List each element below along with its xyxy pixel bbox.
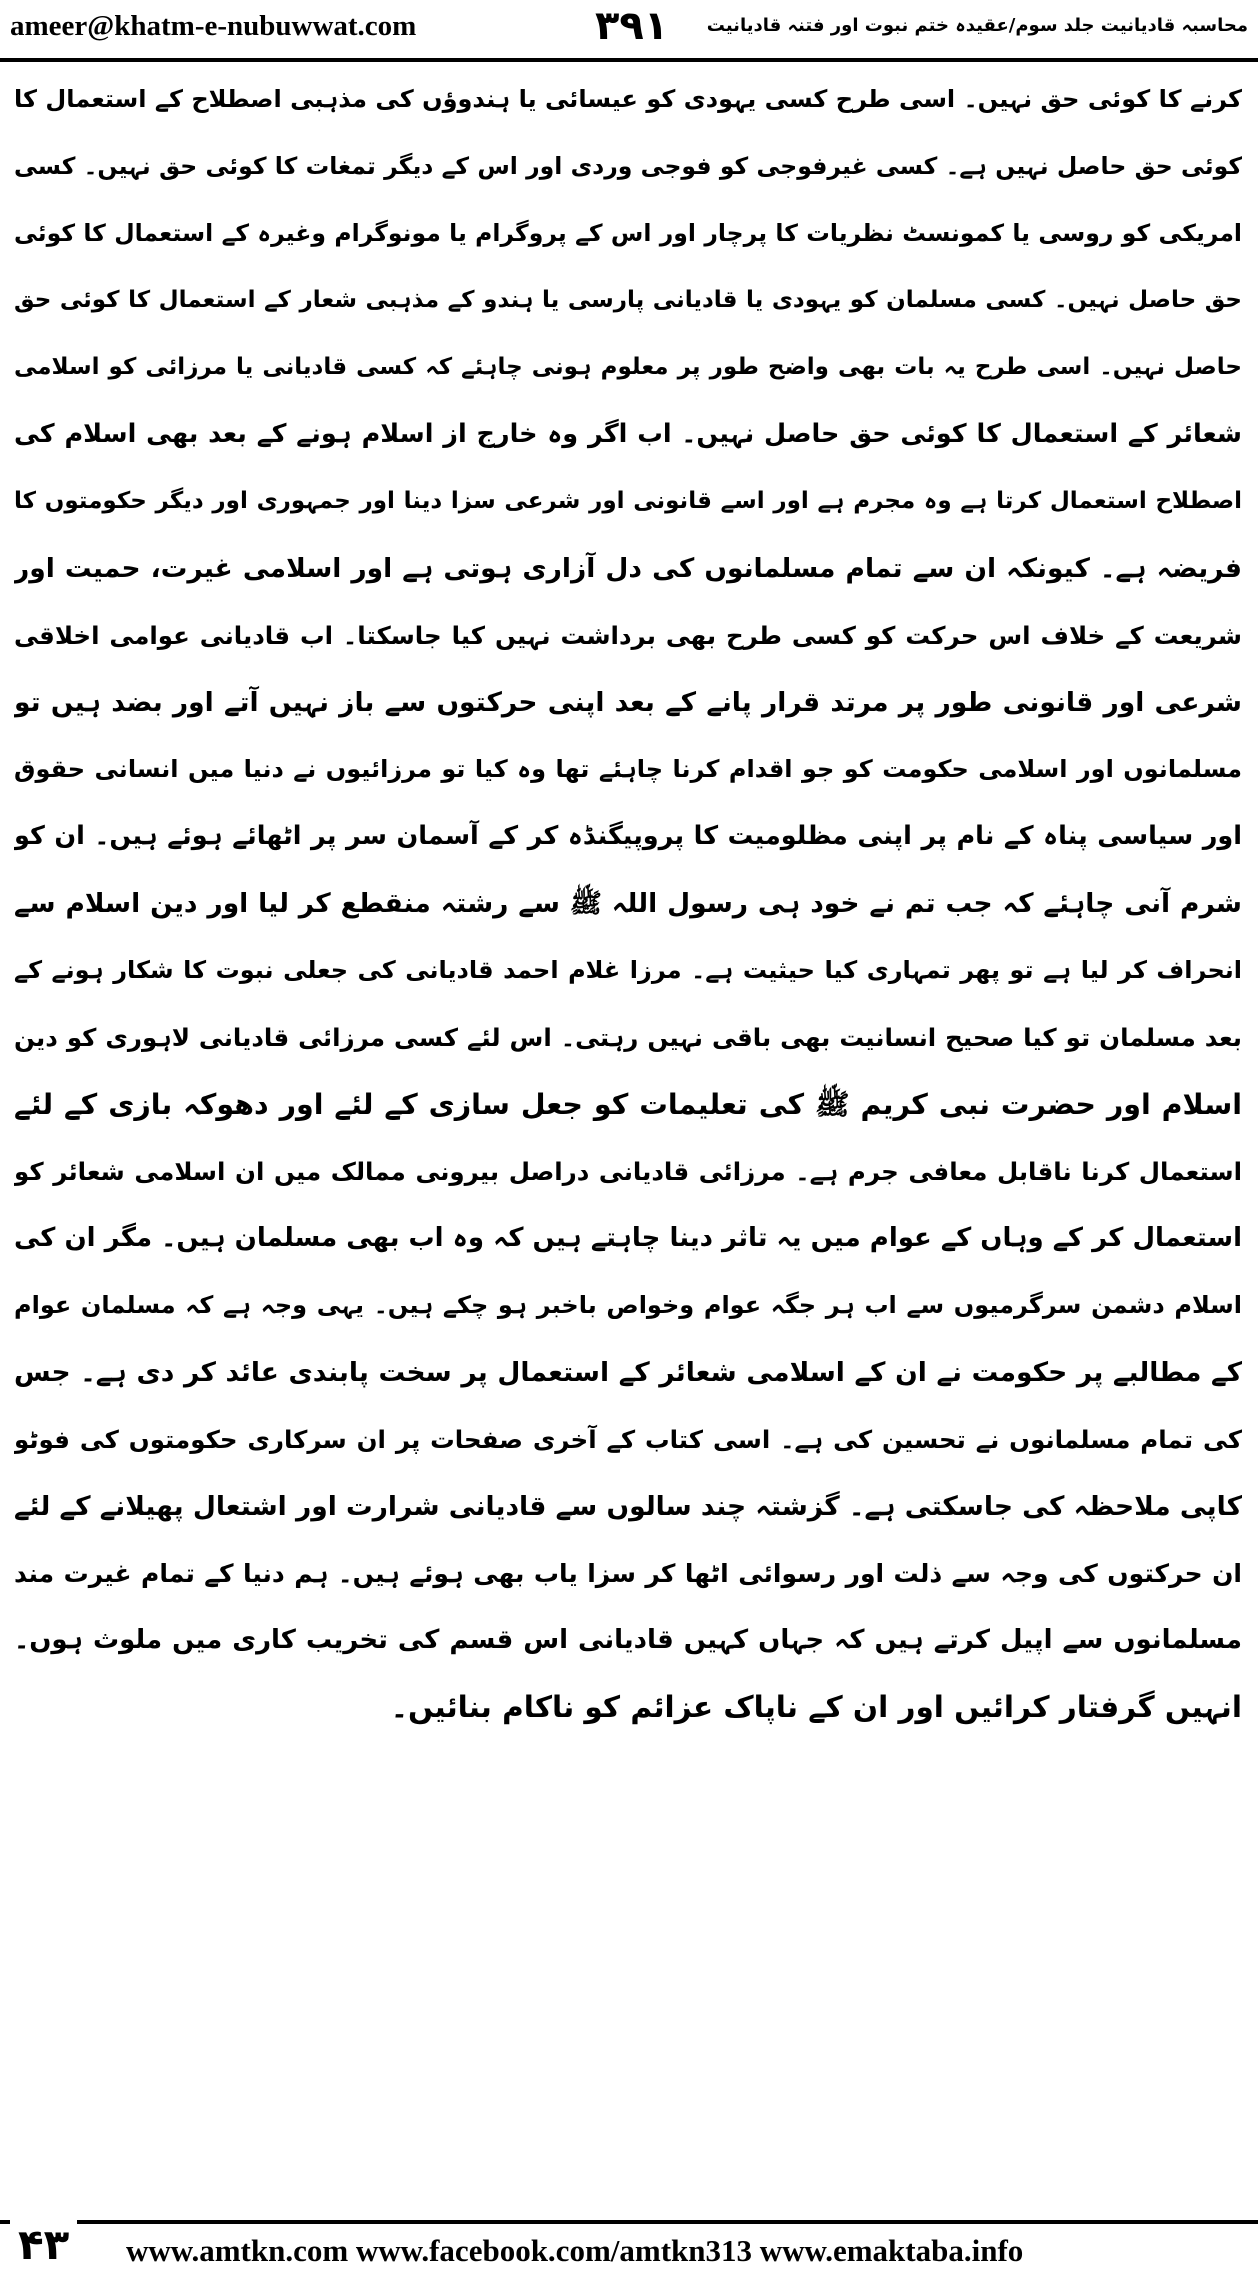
body-line: حق حاصل نہیں۔ کسی مسلمان کو یہودی یا قادیانی پارسی یا ہندو کے مذہبی شعار کے استعمال کا کوئی حق <box>14 287 1242 313</box>
body-line: مسلمانوں سے اپیل کرتے ہیں کہ جہاں کہیں قادیانی اس قسم کی تخریب کاری میں ملوث ہوں۔ <box>14 1625 1242 1655</box>
body-line: بعد مسلمان تو کیا صحیح انسانیت بھی باقی نہیں رہتی۔ اس لئے کسی مرزائی قادیانی لاہوری کو دین <box>14 1023 1242 1052</box>
body-line: کرنے کا کوئی حق نہیں۔ اسی طرح کسی یہودی کو عیسائی یا ہندوؤں کی مذہبی اصطلاح کے استعمال کا <box>14 85 1242 113</box>
body-line: شعائر کے استعمال کا کوئی حق حاصل نہیں۔ اب اگر وہ خارج از اسلام ہونے کے بعد بھی اسلام کی <box>14 419 1242 449</box>
body-line: حاصل نہیں۔ اسی طرح یہ بات بھی واضح طور پر معلوم ہونی چاہئے کہ کسی قادیانی یا مرزائی کو اسلامی <box>14 354 1242 380</box>
body-line: اسلام اور حضرت نبی کریم ﷺ کی تعلیمات کو جعل سازی کے لئے اور دھوکہ بازی کے لئے <box>14 1088 1242 1121</box>
body-line: استعمال کرنا ناقابل معافی جرم ہے۔ مرزائی قادیانی دراصل بیرونی ممالک میں ان اسلامی شعائر کو <box>14 1157 1242 1186</box>
header-book-title: محاسبہ قادیانیت جلد سوم/عقیدہ ختم نبوت اور فتنہ قادیانیت <box>706 15 1248 36</box>
body-line: استعمال کر کے وہاں کے عوام میں یہ تاثر دینا چاہتے ہیں کہ وہ اب بھی مسلمان ہیں۔ مگر ان کی <box>14 1223 1242 1253</box>
body-line: امریکی کو روسی یا کمونسٹ نظریات کا پرچار اور اس کے پروگرام یا مونوگرام وغیرہ کے استعمال کا کوئی <box>14 219 1242 247</box>
body-line: کے مطالبے پر حکومت نے ان کے اسلامی شعائر کے استعمال پر سخت پابندی عائد کر دی ہے۔ جس <box>14 1357 1242 1388</box>
body-line: کی تمام مسلمانوں نے تحسین کی ہے۔ اسی کتاب کے آخری صفحات پر ان سرکاری حکومتوں کی فوٹو <box>14 1425 1242 1454</box>
body-line: اصطلاح استعمال کرتا ہے وہ مجرم ہے اور اسے قانونی اور شرعی سزا دینا اور جمہوری اور دیگر حکومتوں کا <box>14 488 1242 514</box>
body-line: کاپی ملاحظہ کی جاسکتی ہے۔ گزشتہ چند سالوں سے قادیانی شرارت اور اشتعال پھیلانے کے لئے <box>14 1491 1242 1522</box>
body-line: مسلمانوں اور اسلامی حکومت کو جو اقدام کرنا چاہئے تھا وہ کیا تو مرزائیوں نے دنیا میں انسانی حقوق <box>14 755 1242 783</box>
body-line: شریعت کے خلاف اس حرکت کو کسی طرح بھی برداشت نہیں کیا جاسکتا۔ اب قادیانی عوامی اخلاقی <box>14 621 1242 650</box>
body-line: فریضہ ہے۔ کیونکہ ان سے تمام مسلمانوں کی دل آزاری ہوتی ہے اور اسلامی غیرت، حمیت اور <box>14 553 1242 584</box>
body-text <box>14 66 1242 2150</box>
header-page-number: ۳۹۱ <box>595 3 669 49</box>
body-line: اور سیاسی پناہ کے نام پر اپنی مظلومیت کا پروپیگنڈہ کر کے آسمان سر پر اٹھائے ہوئے ہیں۔ ان کو <box>14 821 1242 851</box>
footer-page-number: ۴۳ <box>10 2215 77 2275</box>
body-line: انحراف کر لیا ہے تو پھر تمہاری کیا حیثیت ہے۔ مرزا غلام احمد قادیانی کی جعلی نبوت کا شکار ہونے کے <box>14 956 1242 984</box>
body-line: اسلام دشمن سرگرمیوں سے اب ہر جگہ عوام وخواص باخبر ہو چکے ہیں۔ یہی وجہ ہے کہ مسلمان عوام <box>14 1291 1242 1319</box>
footer-website-links: www.amtkn.com www.facebook.com/amtkn313 www.emaktaba.info <box>126 2233 1024 2268</box>
body-line: ان حرکتوں کی وجہ سے ذلت اور رسوائی اٹھا کر سزا یاب بھی ہوئے ہیں۔ ہم دنیا کے تمام غیرت مند <box>14 1559 1242 1588</box>
body-line: شرم آنی چاہئے کہ جب تم نے خود ہی رسول اللہ ﷺ سے رشتہ منقطع کر لیا اور دین اسلام سے <box>14 888 1242 919</box>
body-line: انہیں گرفتار کرائیں اور ان کے ناپاک عزائم کو ناکام بنائیں۔ <box>390 1690 1242 1724</box>
header-divider <box>0 58 1258 62</box>
body-line: شرعی اور قانونی طور پر مرتد قرار پانے کے بعد اپنی حرکتوں سے باز نہیں آتے اور بضد ہیں تو <box>14 687 1242 718</box>
footer-divider <box>0 2220 1258 2224</box>
page-header <box>0 0 1258 62</box>
header-email: ameer@khatm-e-nubuwwat.com <box>10 10 417 42</box>
body-line: کوئی حق حاصل نہیں ہے۔ کسی غیرفوجی کو فوجی وردی اور اس کے دیگر تمغات کا کوئی حق نہیں۔ کسی <box>14 152 1242 180</box>
